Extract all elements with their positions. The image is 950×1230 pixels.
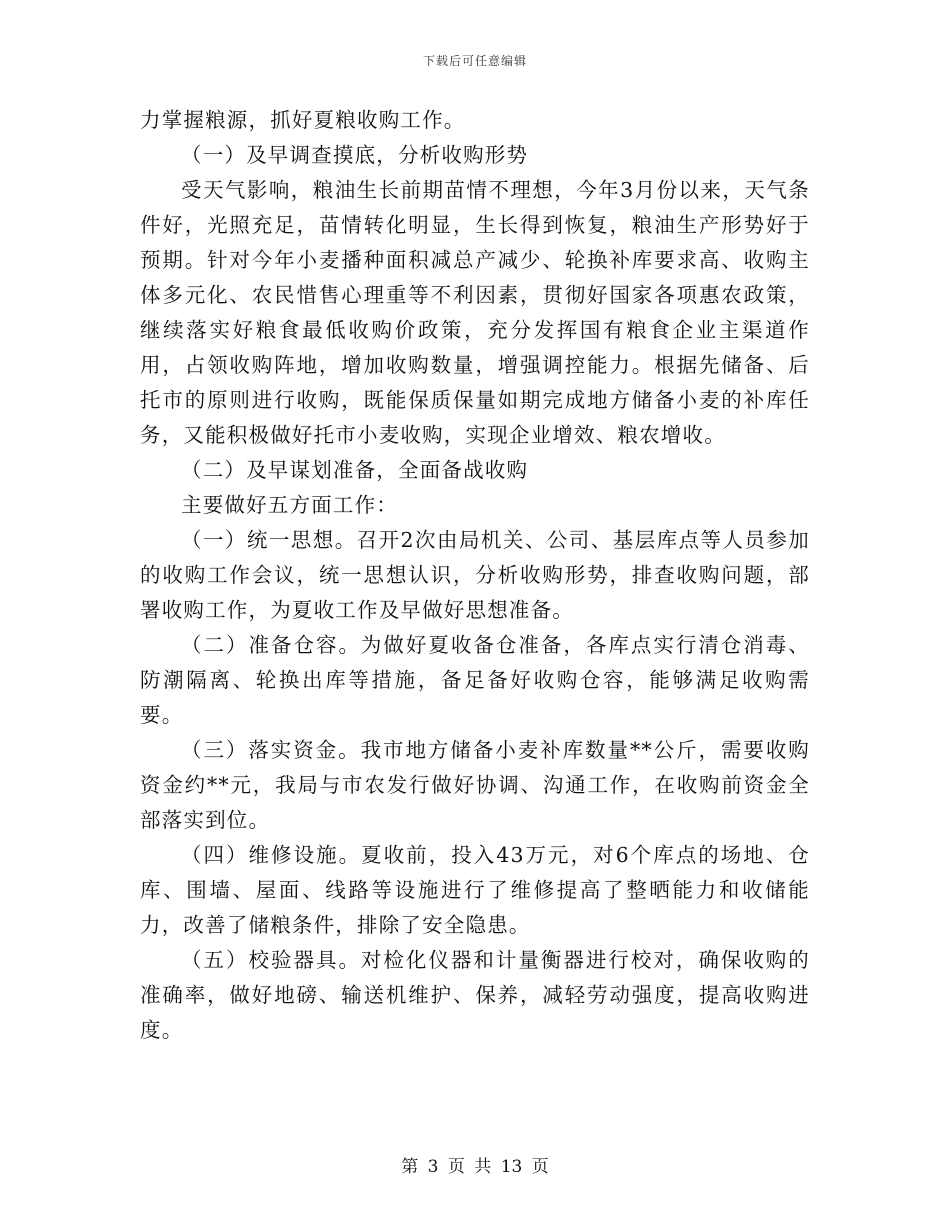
paragraph-task-4: （四）维修设施。夏收前，投入43万元，对6个库点的场地、仓库、围墙、屋面、线路等设施进行了维修提高了整晒能力和收储能力，改善了储粮条件，排除了安全隐患。	[140, 843, 810, 937]
document-body	[140, 103, 810, 1048]
header-note: 下载后可任意编辑	[422, 54, 527, 68]
page-number: 第 3 页 共 13 页	[401, 1157, 549, 1177]
section-heading-2: （二）及早谋划准备，全面备战收购	[181, 458, 529, 482]
paragraph-task-1: （一）统一思想。召开2次由局机关、公司、基层库点等人员参加的收购工作会议，统一思想认识，分析收购形势，排查收购问题，部署收购工作，为夏收工作及早做好思想准备。	[140, 528, 810, 622]
paragraph-weather: 受天气影响，粮油生长前期苗情不理想，今年3月份以来，天气条件好，光照充足，苗情转化明显，生长得到恢复，粮油生产形势好于预期。针对今年小麦播种面积减总产减少、轮换补库要求高、收购主体多元化、农民惜售心理重等不利因素，贯彻好国家各项惠农政策，继续落实好粮食最低收购价政策，充分发挥国有粮食企业主渠道作用，占领收购阵地，增加收购数量，增强调控能力。根据先储备、后托市的原则进行收购，既能保质保量如期完成地方储备小麦的补库任务，又能积极做好托市小麦收购，实现企业增效、粮农增收。	[140, 178, 810, 447]
paragraph-continuation: 力掌握粮源，抓好夏粮收购工作。	[140, 108, 466, 132]
paragraph-intro-five-tasks: 主要做好五方面工作：	[181, 493, 398, 517]
section-heading-1: （一）及早调查摸底，分析收购形势	[181, 143, 529, 167]
paragraph-task-5: （五）校验器具。对检化仪器和计量衡器进行校对，确保收购的准确率，做好地磅、输送机维护、保养，减轻劳动强度，提高收购进度。	[140, 948, 810, 1042]
paragraph-task-3: （三）落实资金。我市地方储备小麦补库数量**公斤，需要收购资金约**元，我局与市农发行做好协调、沟通工作，在收购前资金全部落实到位。	[140, 738, 810, 832]
paragraph-task-2: （二）准备仓容。为做好夏收备仓准备，各库点实行清仓消毒、防潮隔离、轮换出库等措施，备足备好收购仓容，能够满足收购需要。	[140, 633, 810, 727]
